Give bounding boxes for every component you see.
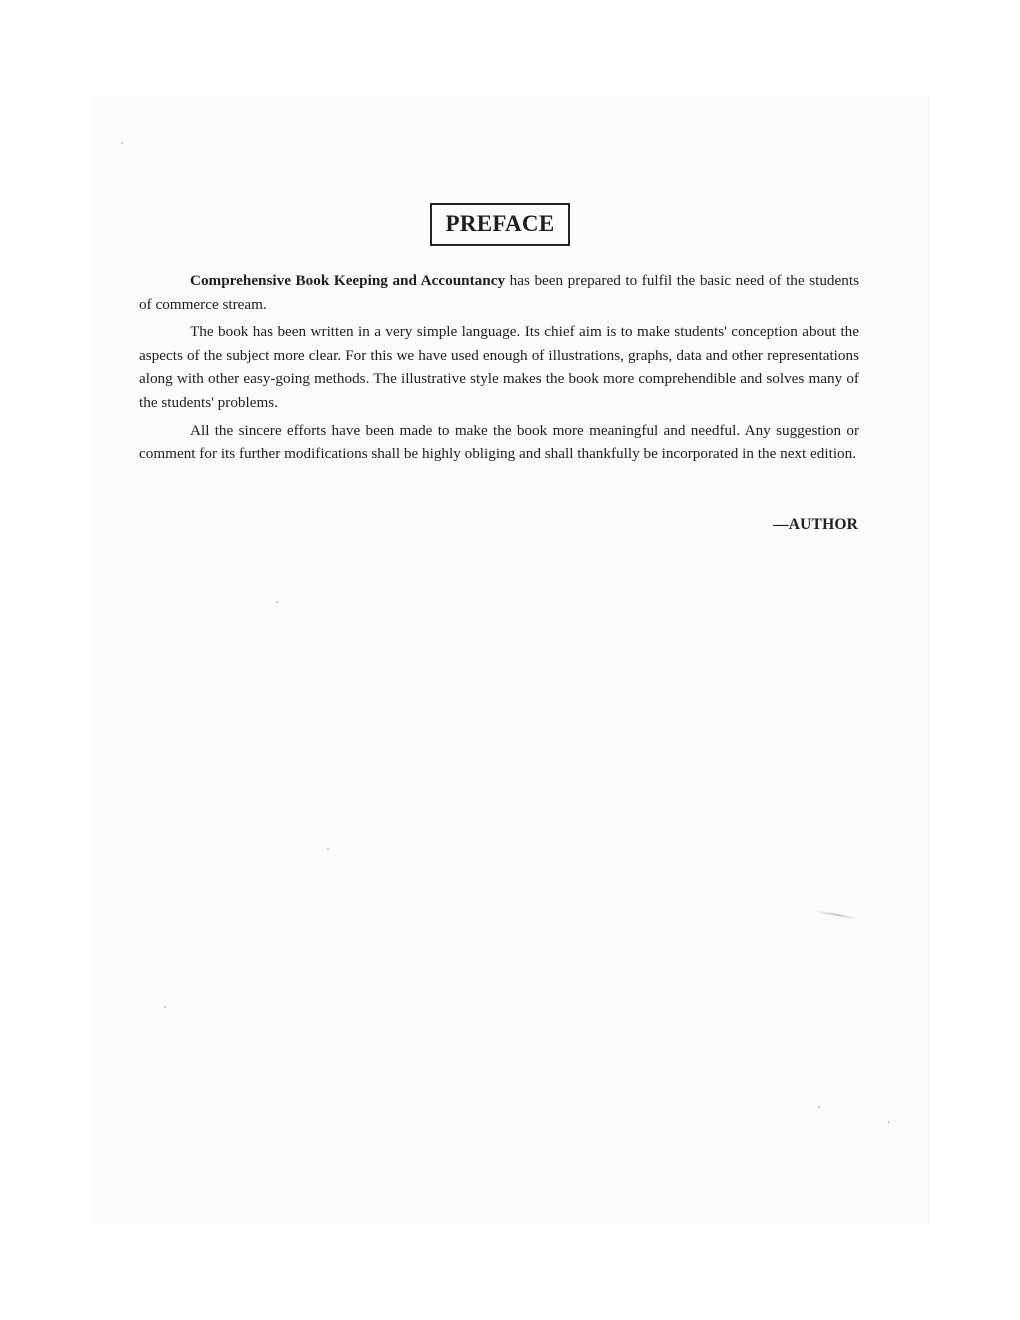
scanned-page (92, 95, 930, 1225)
heading-container (0, 203, 1000, 246)
preface-body (139, 269, 859, 470)
scan-speck (888, 1121, 890, 1123)
page-title: PREFACE (430, 203, 569, 246)
paragraph-1-text: has been prepared to fulfil the basic need of the students of commerce stream. (139, 272, 859, 313)
paragraph-2: The book has been written in a very simple language. Its chief aim is to make students' conception about the aspects of the subject more clear. For this we have used enough of illustrations, graphs, data and other representations along with other easy-going methods. The illustrative style makes the book more comprehendible and solves many of the students' problems. (139, 323, 859, 411)
scan-speck (276, 601, 278, 603)
paragraph-3: All the sincere efforts have been made to make the book more meaningful and needful. Any suggestion or comment for its further modifications shall be highly obliging and shall thankfully be incorporated in the next edition. (139, 421, 859, 463)
paragraph-1 (139, 269, 859, 316)
book-title: Comprehensive Book Keeping and Accountancy (190, 272, 506, 289)
author-signature: —AUTHOR (773, 516, 858, 533)
scan-speck (164, 1006, 166, 1008)
scan-speck (327, 848, 329, 850)
scan-speck (818, 1106, 820, 1108)
scan-speck (121, 142, 123, 144)
